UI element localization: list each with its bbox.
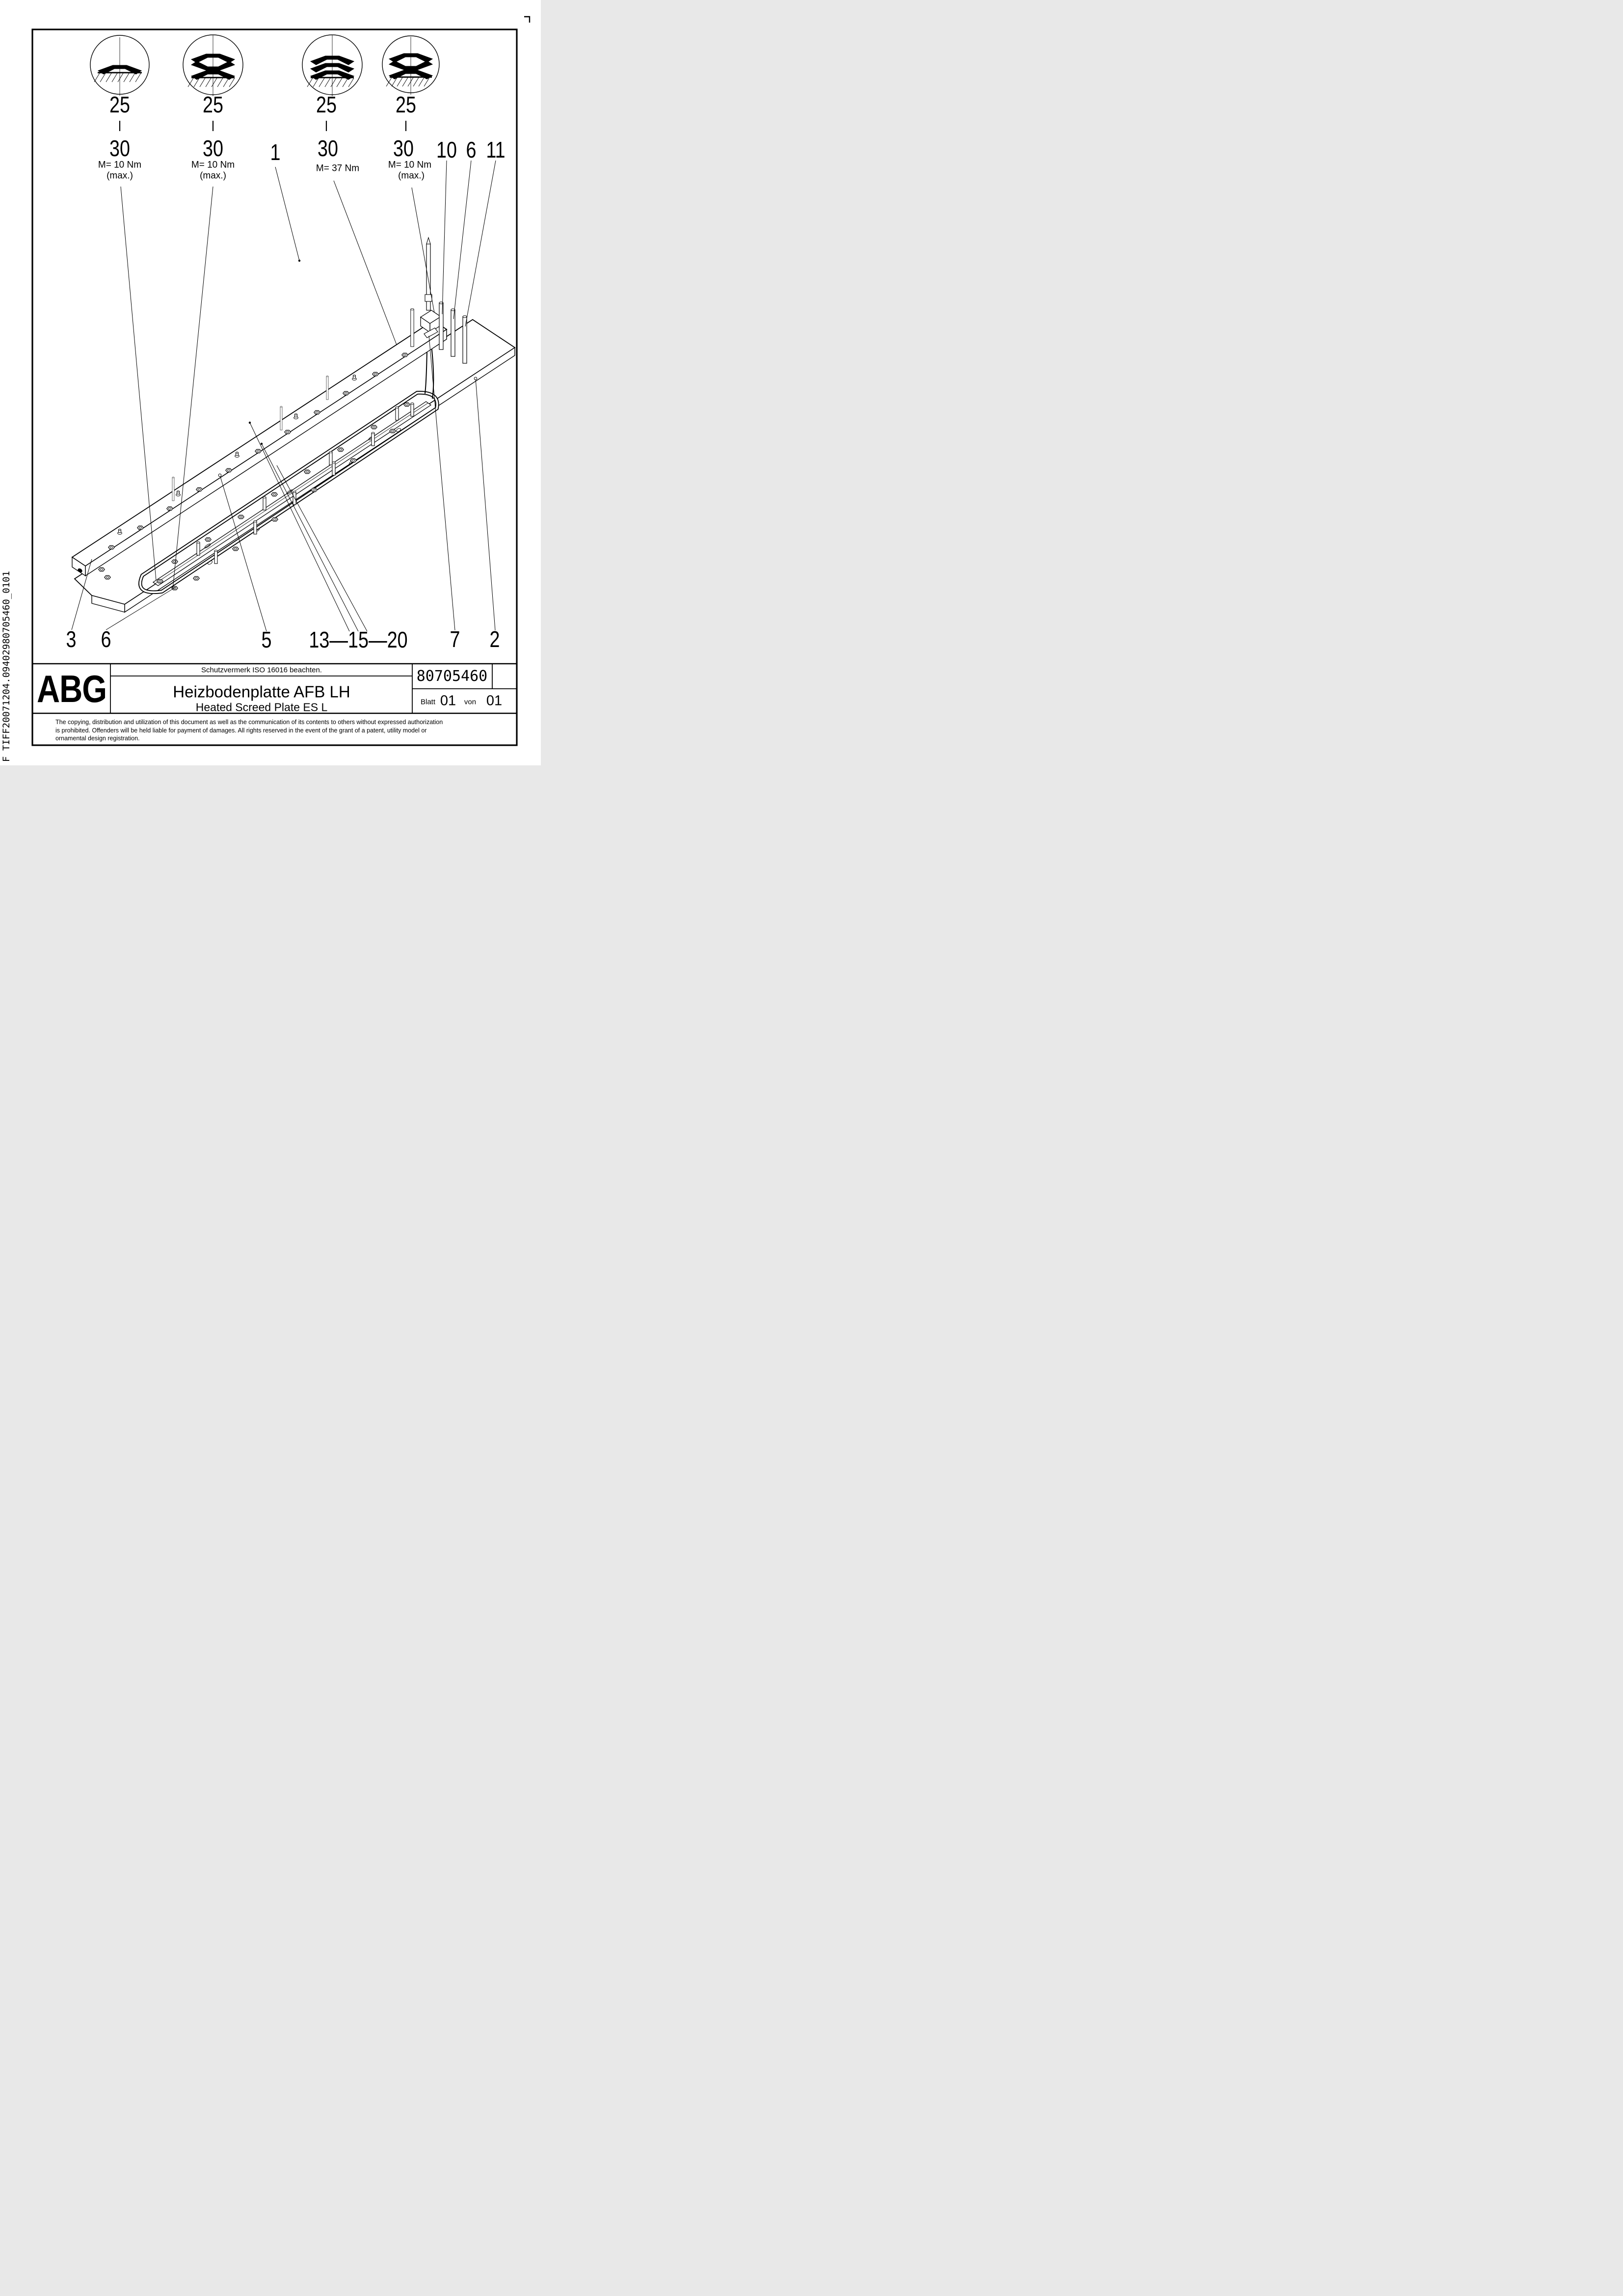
- callout-6-bottom: 6: [101, 626, 111, 652]
- detail-circle-three-springs-alternating-2: [382, 36, 439, 95]
- callout-5: 5: [261, 627, 272, 652]
- corner-crop-mark: [524, 17, 530, 23]
- callout-11: 11: [486, 137, 506, 162]
- drawing-title-german: Heizbodenplatte AFB LH: [173, 682, 350, 701]
- detail2-gap-bottom: 30: [203, 135, 223, 161]
- callout-13-15-20: 13—15—20: [309, 627, 408, 652]
- detail4-gap-top: 25: [396, 92, 416, 117]
- sheet-of-label: von: [464, 698, 477, 706]
- detail3-torque: M= 37 Nm: [316, 163, 360, 174]
- detail-circle-three-springs-alternating: [183, 35, 243, 96]
- detail3-gap-bottom: 30: [318, 135, 338, 161]
- protection-note: Schutzvermerk ISO 16016 beachten.: [201, 666, 322, 675]
- detail-circle-single-spring: [90, 35, 149, 96]
- disclaimer-line-1: The copying, distribution and utilization of this document as well as the communication of its contents to others without expressed authorization: [55, 719, 443, 726]
- sheet-label: Blatt: [420, 698, 436, 706]
- callout-2: 2: [489, 626, 500, 652]
- detail-circle-three-springs-parallel: [302, 35, 362, 96]
- gap-ticks: [120, 121, 406, 131]
- drawing-title-english: Heated Screed Plate ES L: [195, 701, 328, 714]
- detail1-torque: M= 10 Nm: [98, 160, 142, 170]
- detail1-max-note: (max.): [106, 170, 133, 181]
- detail3-gap-top: 25: [316, 92, 337, 117]
- detail4-torque: M= 10 Nm: [388, 160, 432, 170]
- sheet-number: 01: [440, 693, 456, 709]
- callout-7: 7: [450, 626, 460, 652]
- rear-bar: [72, 321, 447, 576]
- detail1-gap-top: 25: [109, 92, 130, 117]
- drawing-sheet: [0, 0, 541, 765]
- detail2-torque: M= 10 Nm: [191, 160, 235, 170]
- detail2-gap-top: 25: [203, 92, 223, 117]
- detail2-max-note: (max.): [200, 170, 226, 181]
- disclaimer-line-2: is prohibited. Offenders will be held liable for payment of damages. All rights reserved in the event of the grant of a patent, utility model or: [55, 727, 427, 734]
- callout-6-top: 6: [466, 137, 477, 162]
- detail4-gap-bottom: 30: [393, 135, 414, 161]
- abg-logo: ABG: [36, 667, 107, 710]
- callout-10: 10: [436, 137, 457, 162]
- side-file-code: F TIFF20071204.09402980705460_0101: [1, 571, 12, 762]
- drawing-number: 80705460: [416, 668, 488, 685]
- detail4-max-note: (max.): [398, 170, 425, 181]
- detail1-gap-bottom: 30: [109, 135, 130, 161]
- callout-3: 3: [66, 626, 77, 652]
- callout-1: 1: [270, 139, 281, 165]
- disclaimer-line-3: ornamental design registration.: [55, 735, 140, 742]
- disclaimer-block: [55, 718, 443, 743]
- sheet-total: 01: [486, 693, 503, 709]
